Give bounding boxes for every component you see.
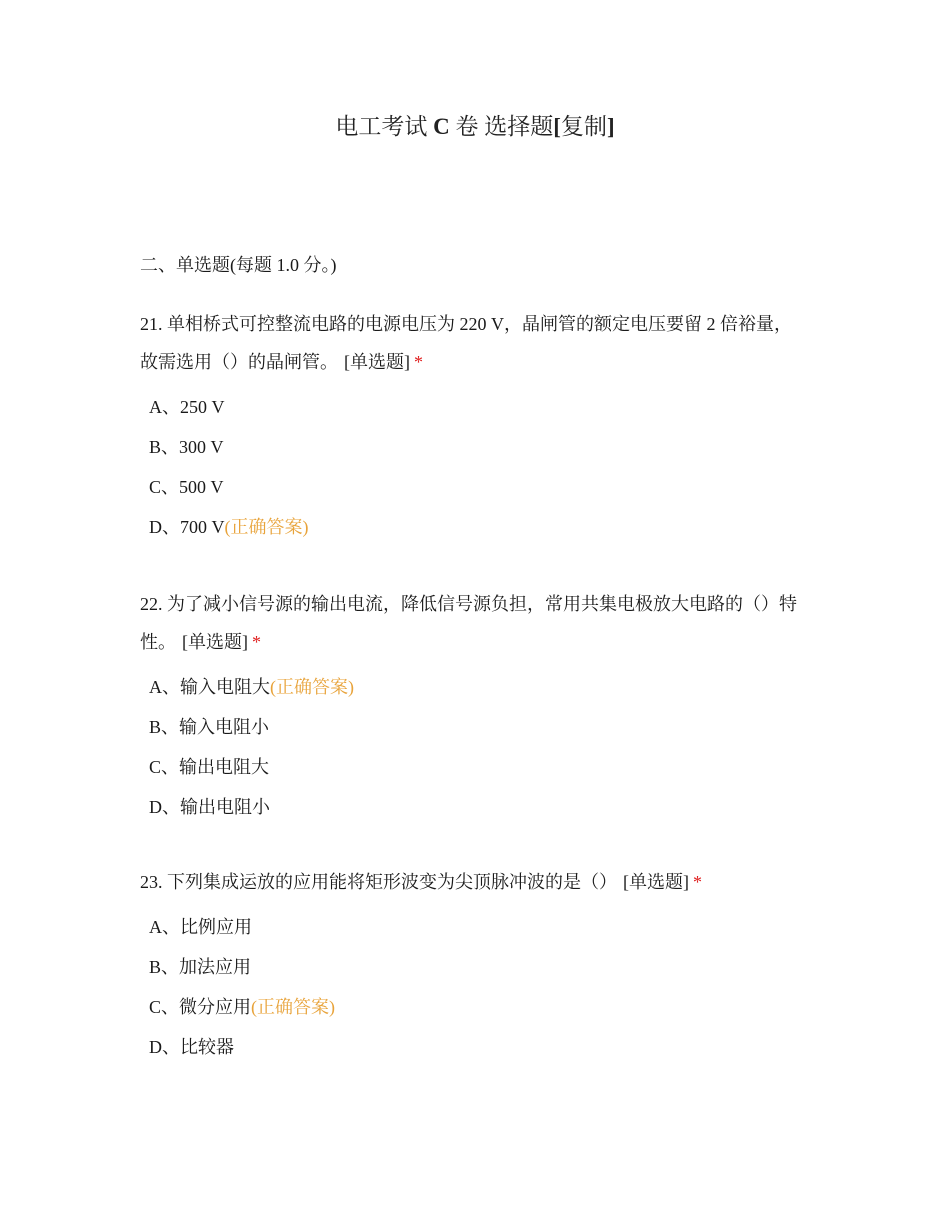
option-label: D、700 V (149, 517, 225, 537)
option-a[interactable] (140, 387, 800, 427)
question-22-text: 22. 为了减小信号源的输出电流，降低信号源负担，常用共集电极放大电路的（）特性。 (140, 594, 797, 652)
option-d[interactable] (140, 1027, 800, 1067)
question-23-options (140, 907, 800, 1067)
option-label: A、输入电阻大 (149, 677, 270, 697)
option-label: C、输出电阻大 (149, 757, 270, 777)
question-21 (140, 305, 800, 547)
option-b[interactable] (140, 427, 800, 467)
option-d[interactable] (140, 787, 800, 827)
title-bold-1: C (433, 114, 450, 139)
option-label: D、比较器 (149, 1037, 234, 1057)
section-header: 二、单选题(每题 1.0 分。) (140, 255, 337, 275)
question-23 (140, 863, 800, 1067)
page-title (0, 110, 950, 144)
option-b[interactable] (140, 947, 800, 987)
question-type-label: [单选题] (623, 872, 689, 892)
question-text (140, 305, 800, 381)
option-c[interactable] (140, 747, 800, 787)
correct-answer-tag: (正确答案) (270, 677, 354, 697)
option-label: B、加法应用 (149, 957, 252, 977)
correct-answer-tag: (正确答案) (251, 997, 336, 1017)
option-a[interactable] (140, 667, 800, 707)
question-21-options (140, 387, 800, 547)
question-21-text: 21. 单相桥式可控整流电路的电源电压为 220 V，晶闸管的额定电压要留 2 倍裕量，故需选用（）的晶闸管。 (140, 314, 792, 372)
option-c[interactable] (140, 467, 800, 507)
option-a[interactable] (140, 907, 800, 947)
option-c[interactable] (140, 987, 800, 1027)
required-mark: * (252, 632, 261, 652)
title-bold-2: [ (553, 114, 561, 139)
option-d[interactable] (140, 507, 800, 547)
title-part-3: 复制 (560, 114, 607, 139)
required-mark: * (414, 352, 423, 372)
title-bold-3: ] (606, 114, 615, 139)
question-22 (140, 585, 800, 827)
option-label: C、500 V (149, 477, 224, 497)
question-type-label: [单选题] (344, 352, 410, 372)
question-23-text: 23. 下列集成运放的应用能将矩形波变为尖顶脉冲波的是（） (140, 872, 617, 892)
option-label: A、比例应用 (149, 917, 252, 937)
correct-answer-tag: (正确答案) (224, 517, 309, 537)
option-label: B、300 V (149, 437, 224, 457)
title-part-1: 电工考试 (335, 114, 428, 139)
question-type-label: [单选题] (182, 632, 248, 652)
question-text (140, 863, 800, 901)
option-label: A、250 V (149, 397, 225, 417)
option-label: B、输入电阻小 (149, 717, 270, 737)
required-mark: * (693, 872, 702, 892)
option-label: D、输出电阻小 (149, 797, 270, 817)
option-b[interactable] (140, 707, 800, 747)
option-label: C、微分应用 (149, 997, 252, 1017)
title-part-2: 卷 选择题 (455, 114, 554, 139)
question-22-options (140, 667, 800, 827)
question-text (140, 585, 800, 661)
